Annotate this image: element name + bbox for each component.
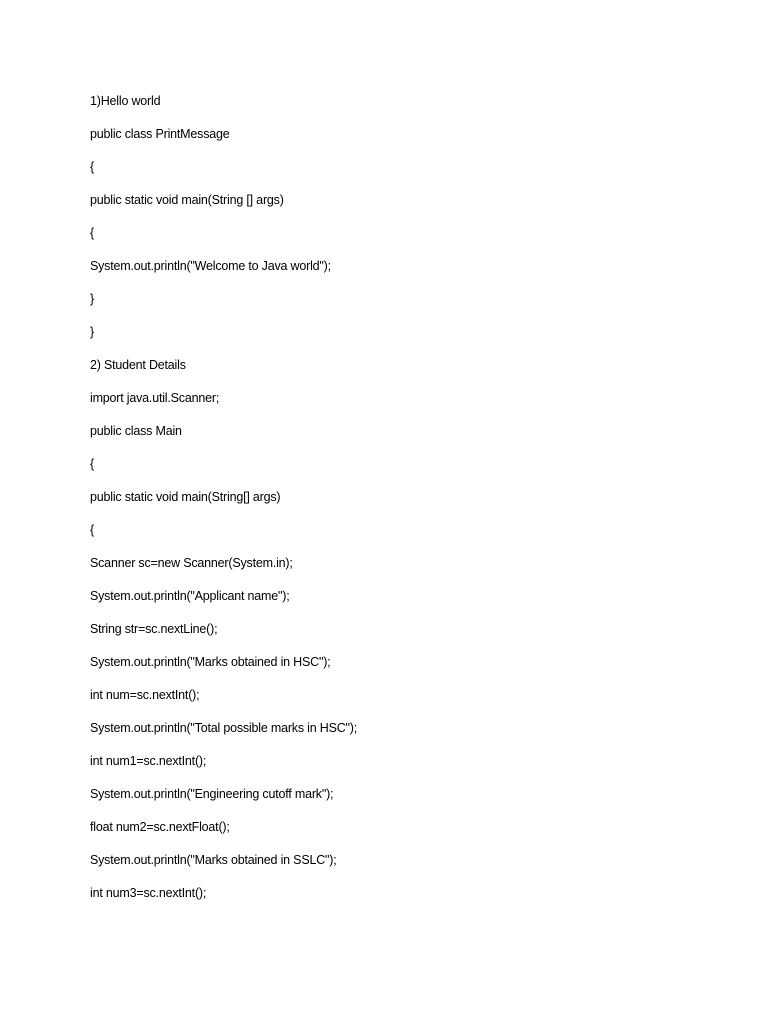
code-line: {	[90, 457, 94, 471]
code-line: System.out.println("Total possible marks in HSC");	[90, 721, 358, 735]
code-line: public class Main	[90, 424, 182, 438]
document-body	[90, 93, 730, 918]
code-line: System.out.println("Applicant name");	[90, 589, 290, 603]
code-line: }	[90, 292, 94, 306]
code-line: System.out.println("Marks obtained in HSC");	[90, 655, 331, 669]
code-line: System.out.println("Marks obtained in SSLC");	[90, 853, 337, 867]
code-line: int num1=sc.nextInt();	[90, 754, 207, 768]
code-line: public static void main(String[] args)	[90, 490, 281, 504]
code-line: {	[90, 160, 94, 174]
code-line: {	[90, 523, 94, 537]
code-line: System.out.println("Engineering cutoff mark");	[90, 787, 334, 801]
code-line: }	[90, 325, 94, 339]
code-line: System.out.println("Welcome to Java world");	[90, 259, 331, 273]
code-line: float num2=sc.nextFloat();	[90, 820, 230, 834]
code-line: public static void main(String [] args)	[90, 193, 284, 207]
section-heading-student-details: 2) Student Details	[90, 358, 186, 372]
code-line: String str=sc.nextLine();	[90, 622, 218, 636]
code-line: {	[90, 226, 94, 240]
code-line: public class PrintMessage	[90, 127, 230, 141]
code-line: int num=sc.nextInt();	[90, 688, 200, 702]
section-heading-hello-world: 1)Hello world	[90, 94, 161, 108]
code-line: import java.util.Scanner;	[90, 391, 220, 405]
code-line: Scanner sc=new Scanner(System.in);	[90, 556, 293, 570]
code-line: int num3=sc.nextInt();	[90, 886, 207, 900]
